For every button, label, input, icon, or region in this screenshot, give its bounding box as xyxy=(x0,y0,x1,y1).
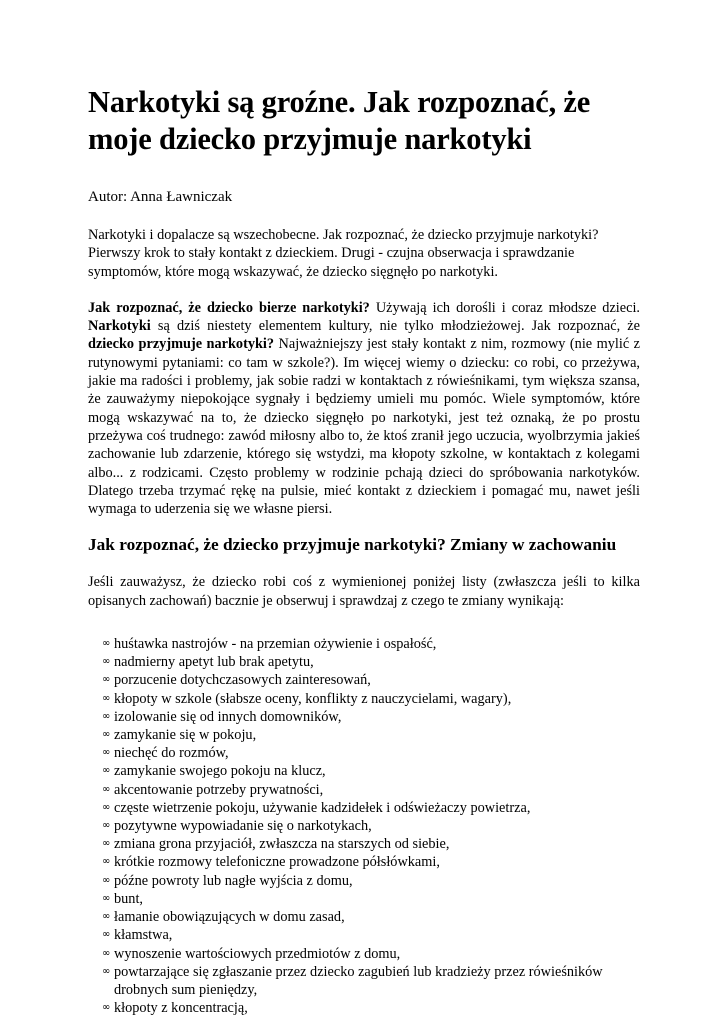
section2-lead: Jeśli zauważysz, że dziecko robi coś z wymienionej poniżej listy (zwłaszcza jeśli to kilka opisanych zachowań) bacznie je obserwuj i sprawdzaj z czego te zmiany wynikają: xyxy=(88,574,640,609)
list-item-text: łamanie obowiązujących w domu zasad, xyxy=(114,909,345,926)
section1-bold-question: Jak rozpoznać, że dziecko bierze narkotyki? xyxy=(88,299,370,316)
behaviour-list xyxy=(88,635,640,1017)
list-item xyxy=(88,653,640,671)
section1-text-3: Najważniejszy jest stały kontakt z nim, rozmowy (nie mylić z rutynowymi pytaniami: co tam w szkole?). Im więcej wiemy o dziecku: co robi, co przeżywa, jakie ma radości i problemy, jak sobie radzi w kontaktach z rówieśnikami, tym większa szansa, że zauważymy niepokojące sygnały i będziemy umieli mu pomóc. Wiele symptomów, które mogą wskazywać na to, że dziecko sięgnęło po narkotyki, jest też oznaką, że po prostu przeżywa coś trudnego: zawód miłosny albo to, że ktoś zranił jego uczucia, wyolbrzymia jakieś zachowanie lub zdarzenie, którego się wstydzi, ma kłopoty szkolne, w kontaktach z kolegami albo... z rodzicami. Często problemy w rodzinie pchają dzieci do spróbowania narkotyków. Dlatego trzeba trzymać rękę na pulsie, mieć kontakt z dzieckiem i pomagać mu, nawet jeśli wymaga to uderzenia się we własne piersi. xyxy=(88,336,640,518)
list-item-text: krótkie rozmowy telefoniczne prowadzone półsłówkami, xyxy=(114,854,440,871)
author-line: Autor: Anna Ławniczak xyxy=(88,189,233,205)
infinity-bullet-icon: ∞ xyxy=(102,710,111,722)
section2-heading: Jak rozpoznać, że dziecko przyjmuje narkotyki? Zmiany w zachowaniu xyxy=(88,535,617,555)
list-item xyxy=(88,999,640,1017)
list-item xyxy=(88,908,640,926)
list-item xyxy=(88,726,640,744)
infinity-bullet-icon: ∞ xyxy=(102,965,111,977)
list-item-text: częste wietrzenie pokoju, używanie kadzidełek i odświeżaczy powietrza, xyxy=(114,799,531,816)
list-item-text: niechęć do rozmów, xyxy=(114,745,229,762)
list-item xyxy=(88,890,640,908)
infinity-bullet-icon: ∞ xyxy=(102,783,111,795)
infinity-bullet-icon: ∞ xyxy=(102,638,111,650)
infinity-bullet-icon: ∞ xyxy=(102,856,111,868)
list-item xyxy=(88,708,640,726)
document-page xyxy=(88,84,640,1017)
infinity-bullet-icon: ∞ xyxy=(102,838,111,850)
infinity-bullet-icon: ∞ xyxy=(102,911,111,923)
list-item-text: późne powroty lub nagłe wyjścia z domu, xyxy=(114,872,353,889)
list-item xyxy=(88,945,640,963)
infinity-bullet-icon: ∞ xyxy=(102,656,111,668)
list-item-text: kłopoty w szkole (słabsze oceny, konflikty z nauczycielami, wagary), xyxy=(114,690,512,707)
infinity-bullet-icon: ∞ xyxy=(102,765,111,777)
list-item xyxy=(88,635,640,653)
section1-text-2: są dziś niestety elementem kultury, nie tylko młodzieżowej. Jak rozpoznać, że xyxy=(150,318,640,335)
list-item xyxy=(88,781,640,799)
infinity-bullet-icon: ∞ xyxy=(102,929,111,941)
section1-bold-dziecko: dziecko przyjmuje narkotyki? xyxy=(88,336,275,353)
list-item xyxy=(88,690,640,708)
infinity-bullet-icon: ∞ xyxy=(102,692,111,704)
list-item-text: izolowanie się od innych domowników, xyxy=(114,708,342,725)
list-item-text: huśtawka nastrojów - na przemian ożywienie i ospałość, xyxy=(114,636,437,653)
list-item-text: bunt, xyxy=(114,890,143,907)
list-item xyxy=(88,872,640,890)
intro-paragraph: Narkotyki i dopalacze są wszechobecne. Jak rozpoznać, że dziecko przyjmuje narkotyki? Pierwszy krok to stały kontakt z dzieckiem. Drugi - czujna obserwacja i sprawdzanie symptomów, które mogą wskazywać, że dziecko sięgnęło po narkotyki. xyxy=(88,227,599,280)
infinity-bullet-icon: ∞ xyxy=(102,801,111,813)
section1-bold-narkotyki: Narkotyki xyxy=(88,318,151,335)
list-item-text: porzucenie dotychczasowych zainteresowań, xyxy=(114,672,371,689)
list-item-text: kłopoty z koncentracją, xyxy=(114,1000,248,1017)
list-item xyxy=(88,926,640,944)
list-item-text: zamykanie się w pokoju, xyxy=(114,727,257,744)
list-item xyxy=(88,835,640,853)
list-item-text: zmiana grona przyjaciół, zwłaszcza na starszych od siebie, xyxy=(114,836,450,853)
list-item-text: nadmierny apetyt lub brak apetytu, xyxy=(114,654,314,671)
list-item xyxy=(88,853,640,871)
list-item-text: akcentowanie potrzeby prywatności, xyxy=(114,781,324,798)
section1-paragraph xyxy=(88,299,640,519)
infinity-bullet-icon: ∞ xyxy=(102,947,111,959)
infinity-bullet-icon: ∞ xyxy=(102,874,111,886)
list-item xyxy=(88,799,640,817)
infinity-bullet-icon: ∞ xyxy=(102,729,111,741)
infinity-bullet-icon: ∞ xyxy=(102,892,111,904)
list-item xyxy=(88,963,640,999)
list-item xyxy=(88,671,640,689)
infinity-bullet-icon: ∞ xyxy=(102,820,111,832)
list-item xyxy=(88,744,640,762)
list-item-text: powtarzające się zgłaszanie przez dziecko zagubień lub kradzieży przez rówieśników drobnych sum pieniędzy, xyxy=(114,963,603,998)
article-title: Narkotyki są groźne. Jak rozpoznać, że moje dziecko przyjmuje narkotyki xyxy=(88,85,591,156)
list-item-text: kłamstwa, xyxy=(114,927,173,944)
list-item xyxy=(88,762,640,780)
list-item-text: wynoszenie wartościowych przedmiotów z domu, xyxy=(114,945,401,962)
list-item-text: pozytywne wypowiadanie się o narkotykach, xyxy=(114,818,372,835)
list-item xyxy=(88,817,640,835)
section1-text-1: Używają ich dorośli i coraz młodsze dzieci. xyxy=(369,299,641,316)
infinity-bullet-icon: ∞ xyxy=(102,747,111,759)
infinity-bullet-icon: ∞ xyxy=(102,674,111,686)
infinity-bullet-icon: ∞ xyxy=(102,1002,111,1014)
list-item-text: zamykanie swojego pokoju na klucz, xyxy=(114,763,326,780)
